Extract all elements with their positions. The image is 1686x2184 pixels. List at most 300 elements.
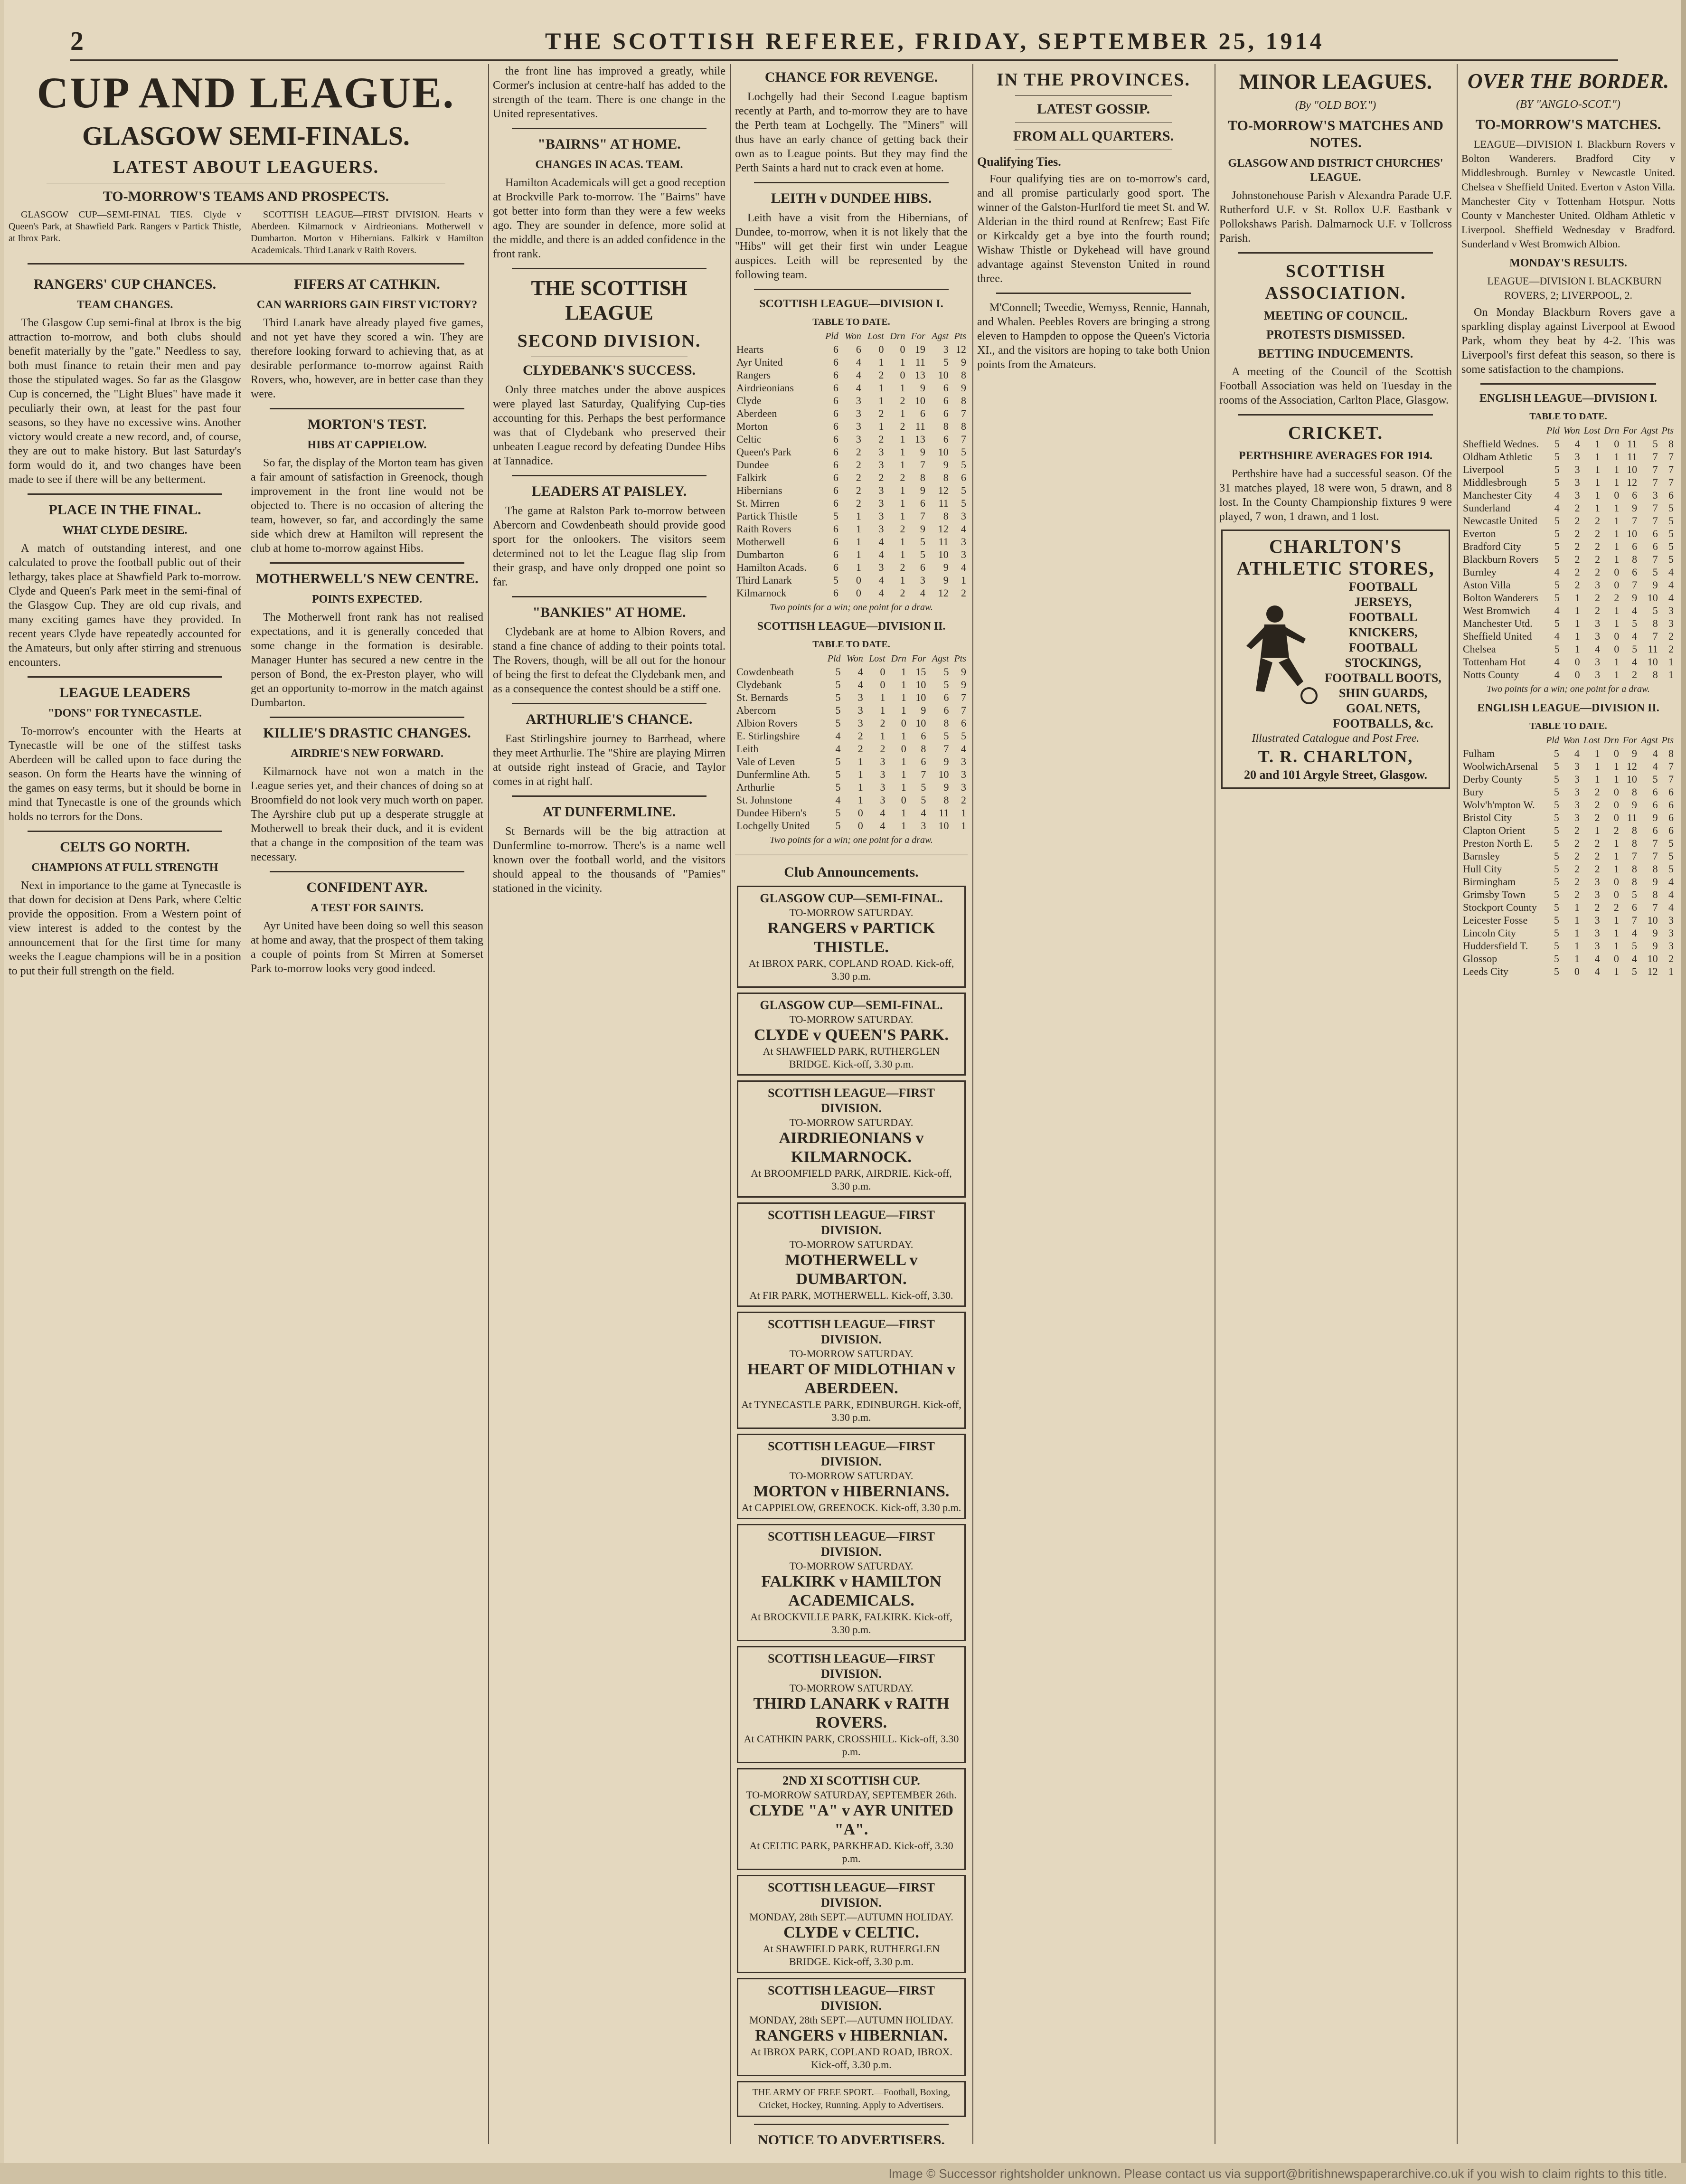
advert-line1: SCOTTISH LEAGUE—FIRST DIVISION. (768, 1984, 935, 2013)
table-cell: West Bromwich (1463, 605, 1530, 616)
table-cell: 7 (1668, 451, 1674, 463)
charlton-item: FOOTBALL BOOTS, (1325, 671, 1441, 685)
table-column-header: Won (1563, 735, 1580, 746)
table-cell: Burnley (1463, 566, 1497, 578)
arthurlie-headline: ARTHURLIE'S CHANCE. (526, 711, 693, 727)
table-cell: 5 (1554, 451, 1560, 463)
table-cell: 3 (1574, 760, 1580, 772)
table-cell: 4 (856, 356, 861, 368)
table-column-header: Agst (932, 653, 949, 664)
table-cell: Dundee Hibern's (736, 807, 807, 819)
table-cell: 2 (1574, 502, 1580, 514)
table-cell: Falkirk (736, 472, 767, 483)
table-column-header: Won (846, 653, 863, 664)
table-row (735, 548, 968, 561)
club-advert (737, 1524, 966, 1641)
table-cell: 2 (1574, 515, 1580, 527)
table-cell: 5 (835, 756, 841, 767)
table-cell: 3 (856, 395, 861, 407)
table-cell: 5 (961, 730, 966, 742)
table-cell: Lincoln City (1463, 927, 1516, 939)
table-cell: 5 (1554, 901, 1559, 913)
table-cell: 5 (1632, 643, 1638, 655)
table-cell: 1 (900, 497, 905, 509)
sl1-table-headline: SCOTTISH LEAGUE—DIVISION I. (759, 298, 943, 310)
table-cell: 3 (1594, 876, 1600, 888)
table-cell: 10 (938, 820, 949, 832)
table-row (735, 535, 968, 548)
table-cell: 7 (1632, 515, 1638, 527)
table-cell: 1 (1574, 643, 1580, 655)
advert-line2: MONDAY, 28th SEPT.—AUTUMN HOLIDAY. (749, 2014, 953, 2026)
advert-big: MORTON v HIBERNIANS. (753, 1483, 950, 1500)
table-cell: 6 (833, 343, 838, 355)
cricket-subhead: PERTHSHIRE AVERAGES FOR 1914. (1238, 450, 1433, 462)
table-cell: 1 (901, 666, 906, 678)
provinces-subhead-2: FROM ALL QUARTERS. (1013, 128, 1174, 144)
ayr-headline: CONFIDENT AYR. (306, 879, 428, 895)
table-row (1461, 811, 1675, 824)
table-row (1461, 617, 1675, 630)
table-note: Two points for a win; one point for a draw. (1487, 684, 1650, 694)
table-cell: 5 (1554, 965, 1559, 977)
table-row (735, 717, 968, 729)
table-cell: Bristol City (1463, 812, 1512, 823)
table-cell: 7 (1631, 850, 1637, 862)
table-cell: 1 (901, 807, 906, 819)
table-cell: Derby County (1463, 773, 1523, 785)
advert-line1: SCOTTISH LEAGUE—FIRST DIVISION. (768, 1881, 935, 1910)
advert-big: AIRDRIEONIANS v KILMARNOCK. (779, 1129, 924, 1166)
sfa-subhead-3: BETTING INDUCEMENTS. (1258, 347, 1413, 360)
table-cell: 7 (961, 691, 966, 703)
table-cell: 6 (920, 561, 925, 573)
table-cell: 4 (835, 730, 841, 742)
table-cell: 0 (857, 820, 863, 832)
table-cell: 3 (1594, 889, 1600, 900)
table-cell: 4 (1554, 489, 1560, 501)
table-cell: Blackburn Rovers (1463, 553, 1539, 565)
table-cell: 5 (1554, 747, 1559, 759)
ayr-subhead: A TEST FOR SAINTS. (311, 902, 424, 914)
table-cell: 2 (900, 523, 905, 535)
table-cell: 4 (857, 666, 863, 678)
table-cell: 5 (943, 356, 949, 368)
border-subhead: TO-MORROW'S MATCHES. (1475, 117, 1661, 132)
table-cell: 5 (1554, 553, 1560, 565)
table-cell: 6 (1652, 824, 1658, 836)
advert-line1: SCOTTISH LEAGUE—FIRST DIVISION. (768, 1530, 935, 1559)
column-6 (1461, 64, 1675, 2144)
table-cell: 9 (943, 459, 949, 471)
table-row (1461, 630, 1675, 643)
table-cell: 3 (961, 768, 966, 780)
table-cell: 7 (1652, 476, 1658, 488)
advert-small: At BROOMFIELD PARK, AIRDRIE. Kick-off, 3.30 p.m. (751, 1167, 952, 1192)
table-cell: 0 (1613, 953, 1619, 964)
table-cell: Dunfermline Ath. (736, 768, 810, 780)
fifers-headline: FIFERS AT CATHKIN. (294, 276, 440, 292)
table-row (735, 742, 968, 755)
table-cell: 1 (1613, 773, 1619, 785)
table-row (1461, 489, 1675, 501)
table-cell: 1 (1595, 451, 1601, 463)
motherwell-subhead: POINTS EXPECTED. (311, 593, 423, 605)
charlton-name: CHARLTON'S ATHLETIC STORES, (1236, 536, 1435, 579)
table-cell: 2 (856, 497, 861, 509)
table-cell: 11 (939, 807, 949, 819)
column-4 (977, 64, 1210, 2144)
table-cell: 12 (1626, 760, 1637, 772)
table-cell: 6 (833, 407, 838, 419)
table-cell: 4 (1668, 579, 1674, 591)
sfa-headline: SCOTTISH ASSOCIATION. (1265, 261, 1406, 303)
table-cell: 0 (857, 807, 863, 819)
table-cell: 1 (1614, 540, 1620, 552)
table-cell: 4 (1554, 656, 1560, 668)
table-column-header: Won (845, 331, 861, 341)
table-cell: 4 (1554, 630, 1560, 642)
table-cell: 8 (961, 369, 966, 381)
bankies-headline: "BANKIES" AT HOME. (532, 605, 686, 620)
table-cell: 6 (833, 523, 838, 535)
article-text: The Motherwell front rank has not realised expectations, and it is generally conceded that some change in the formation is desirable. Manager Hunter has secured a new centre in the person of Bond, the ex-Preston player, who will get an opportunity to-morrow in the match against Dumbarton. (251, 611, 483, 709)
charlton-item: SHIN GUARDS, GOAL NETS, (1338, 686, 1428, 715)
table-cell: 5 (961, 459, 966, 471)
column-1-right (251, 271, 483, 981)
table-cell: 10 (1647, 914, 1658, 926)
advert-line1: SCOTTISH LEAGUE—FIRST DIVISION. (768, 1208, 935, 1237)
table-column-header: Pld (1546, 425, 1560, 436)
footballer-illustration-icon (1227, 601, 1322, 710)
table-cell: 0 (1574, 965, 1580, 977)
rangers-headline: RANGERS' CUP CHANCES. (33, 276, 217, 292)
table-cell: 5 (921, 794, 926, 806)
table-cell: 0 (900, 343, 905, 355)
table-cell: 2 (1574, 824, 1580, 836)
table-cell: 2 (1595, 553, 1601, 565)
club-advert (737, 1978, 966, 2076)
table-column-header: For (1623, 425, 1638, 436)
table-row (1461, 476, 1675, 489)
advert-line2: TO-MORROW SATURDAY. (789, 1239, 914, 1250)
table-cell: 8 (1652, 617, 1658, 629)
table-cell: 1 (901, 704, 906, 716)
table-cell: 4 (1668, 901, 1674, 913)
scottish-league-banner: THE SCOTTISH LEAGUE (531, 276, 688, 324)
table-cell: Hibernians (736, 484, 782, 496)
table-cell: 5 (1554, 643, 1560, 655)
table-cell: 1 (880, 704, 885, 716)
masthead-title: THE SCOTTISH REFEREE, FRIDAY, SEPTEMBER 25, 1914 (545, 28, 1325, 54)
advert-line2: TO-MORROW SATURDAY. (789, 1682, 914, 1694)
table-cell: 4 (961, 561, 966, 573)
table-cell: 12 (1627, 476, 1638, 488)
table-cell: 5 (1668, 863, 1674, 875)
table-cell: 2 (1595, 515, 1601, 527)
table-cell: 1 (1594, 747, 1600, 759)
advert-line1: GLASGOW CUP—SEMI-FINAL. (760, 891, 943, 905)
table-cell: 3 (1668, 914, 1674, 926)
table-cell: 4 (1668, 876, 1674, 888)
table-cell: 2 (1594, 812, 1600, 823)
club-advert (737, 1434, 966, 1519)
sl2-table-subhead: TABLE TO DATE. (812, 639, 890, 650)
table-row (1461, 540, 1675, 553)
table-row (735, 458, 968, 471)
table-cell: Arthurlie (736, 781, 775, 793)
club-advert (737, 1646, 966, 1763)
advert-big: RANGERS v HIBERNIAN. (755, 2027, 948, 2044)
table-cell: 5 (1554, 876, 1559, 888)
advert-small: At CAPPIELOW, GREENOCK. Kick-off, 3.30 p.m. (741, 1502, 961, 1513)
table-cell: Queen's Park (736, 446, 791, 458)
table-cell: 2 (900, 587, 905, 599)
el2-table-headline: ENGLISH LEAGUE—DIVISION II. (1477, 702, 1659, 714)
table-row (735, 497, 968, 510)
table-cell: 1 (1614, 656, 1620, 668)
mortons-headline: MORTON'S TEST. (307, 416, 427, 432)
table-cell: Everton (1463, 528, 1496, 539)
table-cell: 5 (835, 768, 841, 780)
table-cell: 1 (1614, 451, 1620, 463)
table-cell: 0 (1574, 669, 1580, 681)
table-row (735, 768, 968, 781)
charlton-address: 20 and 101 Argyle Street, Glasgow. (1244, 768, 1427, 782)
table-cell: 6 (943, 382, 949, 394)
table-cell: 5 (1554, 953, 1559, 964)
table-cell: 3 (1668, 605, 1674, 616)
table-cell: 9 (920, 523, 925, 535)
table-cell: 10 (915, 691, 926, 703)
clydebank-headline: CLYDEBANK'S SUCCESS. (522, 362, 696, 378)
table-cell: 1 (1668, 965, 1674, 977)
table-cell: 0 (856, 587, 861, 599)
table-cell: 4 (1554, 502, 1560, 514)
table-cell: 9 (943, 561, 949, 573)
table-cell: 2 (1613, 901, 1619, 913)
table-column-header: Drn (1603, 735, 1619, 746)
table-cell: 5 (943, 730, 949, 742)
table-column-header: Lost (867, 331, 884, 341)
table-cell: Bury (1463, 786, 1484, 798)
table-cell: 1 (856, 561, 861, 573)
table-cell: 9 (1632, 502, 1638, 514)
table-cell: 11 (915, 356, 925, 368)
table-cell: 10 (1627, 528, 1638, 539)
place-subhead: WHAT CLYDE DESIRE. (62, 524, 188, 537)
table-cell: 9 (920, 382, 925, 394)
table-cell: 9 (961, 356, 966, 368)
revenge-headline: CHANCE FOR REVENGE. (764, 69, 938, 85)
minor-byline: (By "OLD BOY.") (1295, 99, 1376, 112)
table-row (735, 755, 968, 768)
table-cell: 7 (1652, 463, 1658, 475)
table-cell: 1 (901, 679, 906, 690)
table-cell: Grimsby Town (1463, 889, 1526, 900)
table-cell: 3 (1574, 773, 1580, 785)
table-row (1461, 888, 1675, 901)
table-cell: 1 (1613, 760, 1619, 772)
table-cell: 9 (920, 484, 925, 496)
table-cell: 7 (1652, 515, 1658, 527)
table-cell: Middlesbrough (1463, 476, 1527, 488)
table-cell: 5 (1554, 760, 1559, 772)
motherwell-headline: MOTHERWELL'S NEW CENTRE. (255, 571, 479, 586)
table-cell: 1 (1613, 965, 1619, 977)
table-cell: 2 (1632, 669, 1638, 681)
table-cell: Stockport County (1463, 901, 1537, 913)
table-cell: 2 (1595, 528, 1601, 539)
table-cell: 2 (856, 459, 861, 471)
table-cell: Bradford City (1463, 540, 1521, 552)
table-cell: 6 (1631, 901, 1637, 913)
table-cell: Chelsea (1463, 643, 1496, 655)
table-cell: Hull City (1463, 863, 1502, 875)
table-column-header: Pld (827, 653, 841, 664)
paisley-headline: LEADERS AT PAISLEY. (531, 483, 687, 499)
table-cell: 4 (1594, 953, 1600, 964)
celts-headline: CELTS GO NORTH. (60, 839, 190, 855)
table-cell: 1 (961, 807, 966, 819)
page-number: 2 (70, 27, 84, 56)
table-cell: 7 (920, 510, 925, 522)
league-table-scottish-div2 (735, 652, 968, 832)
table-cell: 5 (1668, 553, 1674, 565)
table-cell: 8 (1631, 863, 1637, 875)
advert-small: At SHAWFIELD PARK, RUTHERGLEN BRIDGE. Kick-off, 3.30 p.m. (763, 1045, 940, 1070)
table-cell: 5 (920, 536, 925, 548)
sl1-table-subhead: TABLE TO DATE. (812, 317, 890, 327)
advert-small: At CELTIC PARK, PARKHEAD. Kick-off, 3.30 p.m. (749, 1840, 953, 1864)
table-cell: 1 (1574, 617, 1580, 629)
table-cell: 2 (878, 407, 884, 419)
table-cell: 1 (878, 395, 884, 407)
provinces-subhead: LATEST GOSSIP. (1037, 101, 1150, 117)
table-cell: 6 (1668, 812, 1674, 823)
table-column-header: Lost (1583, 425, 1601, 436)
table-row (735, 574, 968, 586)
table-cell: 8 (921, 743, 926, 755)
article-text: Lochgelly had their Second League baptism recently at Parth, and to-morrow they are to have the Perth team at Lochgelly. The "Miners" will thus have an early chance of getting back their own as to League points. But they may find the Perth Saints a hard nut to crack even at home. (735, 91, 968, 174)
table-cell: 5 (1554, 799, 1559, 811)
table-cell: 2 (1594, 799, 1600, 811)
column-2 (493, 64, 725, 2144)
teams-headline: TO-MORROW'S TEAMS AND PROSPECTS. (103, 189, 389, 204)
advert-big: FALKIRK v HAMILTON ACADEMICALS. (761, 1573, 942, 1609)
table-cell: 6 (920, 497, 925, 509)
table-cell: 6 (833, 472, 838, 483)
table-cell: Wolv'h'mpton W. (1463, 799, 1535, 811)
table-cell: Hamilton Acads. (736, 561, 807, 573)
table-cell: Liverpool (1463, 463, 1504, 475)
advert-line1: SCOTTISH LEAGUE—FIRST DIVISION. (768, 1652, 935, 1681)
table-row (1461, 553, 1675, 566)
table-cell: St. Johnstone (736, 794, 792, 806)
table-cell: 8 (961, 420, 966, 432)
table-row (735, 781, 968, 794)
table-cell: 0 (878, 343, 884, 355)
table-row (1461, 939, 1675, 952)
table-cell: 1 (878, 356, 884, 368)
table-cell: 11 (1627, 451, 1638, 463)
club-announcements (735, 886, 968, 2076)
table-cell: 10 (938, 369, 949, 381)
notice-headline: NOTICE TO ADVERTISERS. (758, 2132, 945, 2144)
table-row (1461, 773, 1675, 785)
table-column-header: Drn (1604, 425, 1620, 436)
table-cell: 3 (1595, 669, 1601, 681)
table-cell: 1 (1574, 914, 1580, 926)
table-cell: 11 (1627, 438, 1638, 450)
table-cell: 2 (1574, 553, 1580, 565)
article-text: The game at Ralston Park to-morrow between Abercorn and Cowdenbeath should provide good sport for the onlookers. The visitors seem determined not to let the League flag slip from their grasp, and have only dropped one point so far. (493, 505, 725, 588)
table-cell: 9 (921, 704, 926, 716)
table-cell: Glossop (1463, 953, 1498, 964)
table-cell: 2 (900, 561, 905, 573)
table-cell: 6 (833, 420, 838, 432)
table-cell: 8 (1668, 747, 1674, 759)
table-cell: 3 (1668, 617, 1674, 629)
table-cell: 6 (943, 691, 949, 703)
table-cell: 5 (835, 807, 841, 819)
minor-leagues-headline: MINOR LEAGUES. (1239, 69, 1432, 94)
table-cell: 6 (1632, 489, 1638, 501)
table-row (1461, 862, 1675, 875)
table-column-header: Pts (954, 653, 966, 664)
table-cell: 6 (1668, 824, 1674, 836)
table-cell: 6 (943, 433, 949, 445)
table-cell: 9 (1631, 799, 1637, 811)
article-text: Only three matches under the above auspices were played last Saturday, Qualifying Cup-ties accounting for this. Perhaps the best performance was that of Clydebank who preserved their unbeaten League record by defeating Dundee Hibs at Tannadice. (493, 384, 725, 467)
table-cell: 1 (1595, 489, 1601, 501)
table-cell: 0 (1614, 489, 1620, 501)
table-cell: 7 (1668, 476, 1674, 488)
table-cell: Dundee (736, 459, 769, 471)
mortons-subhead: HIBS AT CAPPIELOW. (307, 439, 427, 451)
table-row (1461, 850, 1675, 862)
celts-subhead: CHAMPIONS AT FULL STRENGTH (31, 861, 218, 874)
table-row (735, 586, 968, 599)
over-the-border-headline: OVER THE BORDER. (1467, 69, 1669, 93)
table-cell: 1 (900, 574, 905, 586)
table-cell: 5 (1554, 476, 1560, 488)
table-cell: 3 (961, 536, 966, 548)
table-cell: 11 (1627, 812, 1637, 823)
table-cell: 3 (856, 407, 861, 419)
table-cell: 6 (833, 536, 838, 548)
table-cell: 4 (1554, 605, 1560, 616)
table-row (735, 691, 968, 704)
table-cell: 4 (878, 587, 884, 599)
table-cell: 4 (1632, 605, 1638, 616)
table-cell: 2 (878, 433, 884, 445)
table-cell: Sheffield Wednes. (1463, 438, 1539, 450)
table-cell: 2 (1668, 630, 1674, 642)
table-row (735, 678, 968, 691)
table-cell: 6 (833, 382, 838, 394)
table-cell: 5 (835, 666, 841, 678)
advert-line1: SCOTTISH LEAGUE—FIRST DIVISION. (768, 1086, 935, 1115)
table-cell: 5 (1554, 824, 1559, 836)
table-row (735, 522, 968, 535)
article-text: Hamilton Academicals will get a good reception at Brockville Park to-morrow. The "Bairns" have got better into form than they were a few weeks ago. They are sounder in defence, more solid at the middle, and there is an added confidence in the front rank. (493, 177, 725, 260)
table-row (1461, 965, 1675, 978)
table-cell: 10 (1647, 656, 1658, 668)
table-row (1461, 760, 1675, 773)
table-cell: 3 (880, 781, 885, 793)
table-row (1461, 463, 1675, 476)
